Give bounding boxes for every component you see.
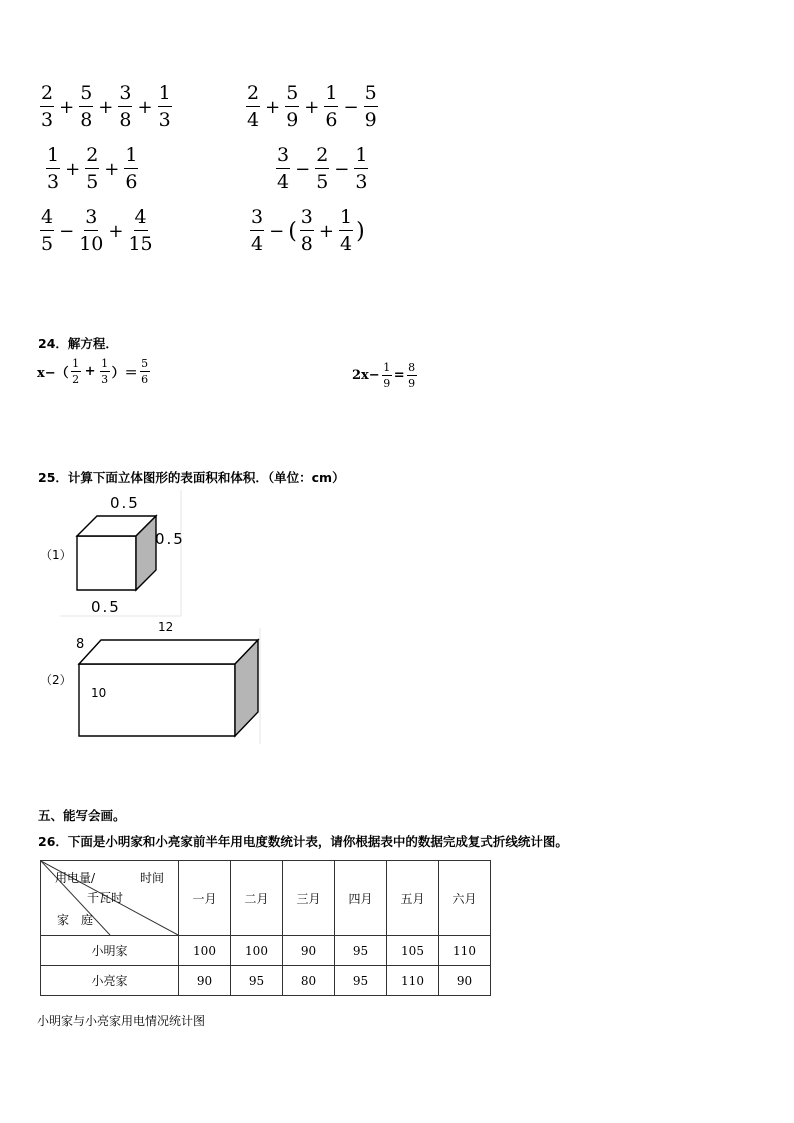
table-cell: 90 — [439, 966, 491, 996]
month-header: 五月 — [387, 861, 439, 936]
diagonal-header-cell — [41, 861, 179, 936]
table-cell: 105 — [387, 936, 439, 966]
cube-bottom-label: 0.5 — [91, 598, 121, 616]
expr-row2-left: $\frac{1}{3}$ + $\frac{2}{5}$ + $\frac{1}{6}$ — [47, 144, 138, 193]
expr-row3-left: $\frac{4}{5}$ − $\frac{3}{10}$ + $\frac{4}{15}$ — [41, 206, 153, 255]
table-header-row — [41, 861, 491, 936]
month-header: 四月 — [335, 861, 387, 936]
cube-right-label: 0.5 — [155, 530, 185, 548]
cuboid-depth-label: 8 — [76, 637, 85, 652]
q24-equation-2: 2x− $\frac{1}{9}$ = $\frac{8}{9}$ — [352, 361, 416, 390]
table-cell: 110 — [387, 966, 439, 996]
expr-row3-right: $\frac{3}{4}$ − ( $\frac{3}{8}$ + $\frac{1}{4}$ ) — [251, 206, 365, 255]
month-header: 一月 — [179, 861, 231, 936]
cube-top-label: 0.5 — [110, 494, 140, 512]
diag-label-unit: 千瓦时 — [87, 891, 124, 905]
expr-row1-right: $\frac{2}{4}$ + $\frac{5}{9}$ + $\frac{1}{6}$ − $\frac{5}{9}$ — [247, 82, 377, 131]
cuboid-length-label: 12 — [158, 620, 174, 634]
table-cell: 100 — [231, 936, 283, 966]
fig2-label: （2） — [40, 673, 72, 687]
month-header: 二月 — [231, 861, 283, 936]
row-family-name: 小亮家 — [41, 966, 179, 996]
expr-row2-right: $\frac{3}{4}$ − $\frac{2}{5}$ − $\frac{1}{3}$ — [277, 144, 368, 193]
table-cell: 110 — [439, 936, 491, 966]
table-cell: 95 — [335, 966, 387, 996]
diag-label-usage: 用电量/ — [55, 871, 96, 885]
table-cell: 95 — [335, 936, 387, 966]
row-family-name: 小明家 — [41, 936, 179, 966]
q25-title: 25．计算下面立体图形的表面积和体积．（单位：cm） — [38, 470, 345, 485]
cuboid-height-label: 10 — [91, 686, 107, 700]
table-cell: 95 — [231, 966, 283, 996]
q24-title: 24．解方程． — [38, 336, 118, 351]
month-header: 三月 — [283, 861, 335, 936]
expr-row1-left: $\frac{2}{3}$ + $\frac{5}{8}$ + $\frac{3}{8}$ + $\frac{1}{3}$ — [41, 82, 171, 131]
q26-title: 26．下面是小明家和小亮家前半年用电度数统计表，请你根据表中的数据完成复式折线统计图。 — [38, 834, 568, 849]
fig1-label: （1） — [40, 548, 72, 562]
chart-caption: 小明家与小亮家用电情况统计图 — [37, 1014, 206, 1028]
table-row — [41, 936, 491, 966]
table-cell: 80 — [283, 966, 335, 996]
diag-label-family: 家 庭 — [57, 913, 94, 927]
q24-equation-1: x−（ $\frac{1}{2}$ + $\frac{1}{3}$ ）＝ $\frac{5}{6}$ — [37, 357, 149, 386]
table-cell: 90 — [283, 936, 335, 966]
table-cell: 90 — [179, 966, 231, 996]
diag-label-time: 时间 — [140, 871, 165, 885]
electricity-table — [40, 860, 491, 996]
section5-title: 五、能写会画。 — [38, 808, 126, 823]
month-header: 六月 — [439, 861, 491, 936]
table-row — [41, 966, 491, 996]
table-cell: 100 — [179, 936, 231, 966]
